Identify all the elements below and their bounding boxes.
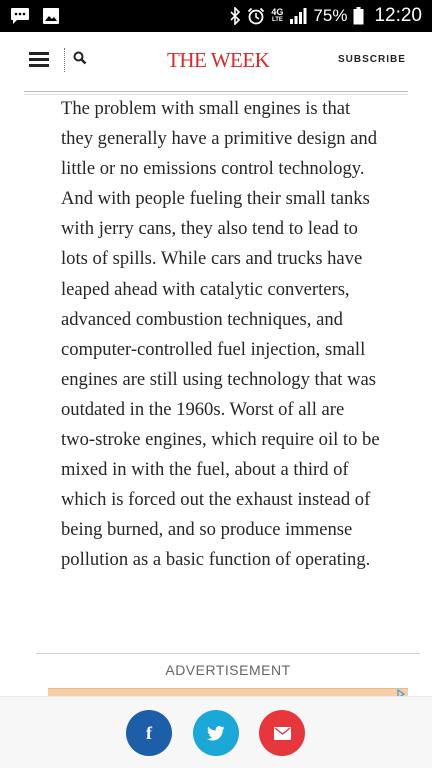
- alarm-icon: [247, 7, 265, 25]
- hamburger-icon-bar: [29, 58, 49, 61]
- network-sub-label: LTE: [271, 17, 283, 23]
- menu-button[interactable]: [29, 52, 51, 70]
- article-body: [61, 94, 381, 576]
- share-bar: [0, 696, 432, 768]
- share-facebook-button[interactable]: [126, 710, 172, 756]
- signal-strength-icon: [289, 8, 307, 24]
- header-rule: [24, 91, 408, 92]
- search-button[interactable]: [73, 51, 91, 69]
- site-header: [0, 32, 432, 90]
- subscribe-link[interactable]: SUBSCRIBE: [338, 54, 406, 65]
- email-icon: [274, 727, 291, 740]
- clock: 12:20: [374, 5, 422, 26]
- hamburger-icon-bar: [29, 52, 49, 55]
- image-notification-icon: [42, 7, 60, 25]
- battery-percent: 75%: [313, 6, 348, 25]
- battery-icon: [353, 7, 364, 25]
- hamburger-icon-bar: [29, 64, 49, 67]
- site-logo[interactable]: THE WEEK: [167, 48, 270, 72]
- share-email-button[interactable]: [259, 710, 305, 756]
- status-bar-system: [229, 5, 422, 27]
- network-type-icon: [271, 8, 283, 24]
- status-bar: [0, 0, 432, 32]
- bluetooth-icon: [229, 7, 241, 25]
- article-paragraph: The problem with small engines is that they generally have a primitive design and little or no emissions control technology. And with people fueling their small tanks with jerry cans, they also tend to lead to lots of spills. While cars and trucks have leaped ahead with catalytic converters, advanced combustion techniques, and computer-controlled fuel injection, small engines are still using technology that was outdated in the 1960s. Worst of all are two-stroke engines, which require oil to be mixed in with the fuel, about a third of which is forced out the exhaust instead of being burned, and so produce immense pollution as a basic function of operating.: [61, 98, 380, 571]
- search-icon: [73, 51, 87, 65]
- share-twitter-button[interactable]: [193, 710, 239, 756]
- twitter-icon: [207, 726, 225, 741]
- section-divider: [36, 653, 420, 654]
- message-notification-icon: [10, 7, 30, 25]
- network-type-label: 4G: [271, 7, 284, 17]
- advertisement-label: ADVERTISEMENT: [165, 662, 291, 678]
- facebook-icon: f: [146, 723, 152, 743]
- header-divider: [64, 48, 65, 72]
- status-bar-notifications: [10, 7, 60, 25]
